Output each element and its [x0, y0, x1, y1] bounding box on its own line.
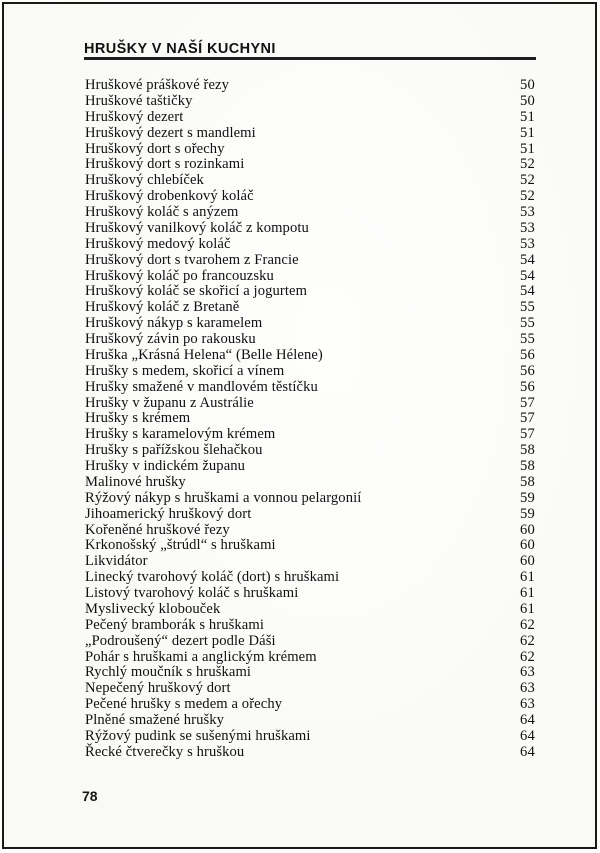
toc-entry-title: Hrušky v indickém županu: [85, 458, 246, 474]
toc-entry: [85, 459, 535, 475]
toc-entry-title: „Podroušený“ dezert podle Dáši: [85, 632, 276, 649]
toc-entry-title: Plněné smažené hrušky: [85, 712, 225, 728]
toc-entry-title: Hrušky v županu z Austrálie: [85, 394, 254, 411]
header-rule: [84, 57, 536, 60]
toc-entry-page: 62: [520, 632, 535, 649]
toc-entry: [85, 475, 535, 491]
toc-entry-page: 60: [520, 553, 535, 570]
toc-entry-title: Hruškový koláč s anýzem: [85, 204, 239, 220]
toc-entry-page: 58: [520, 473, 535, 490]
toc-entry-page: 56: [520, 378, 535, 395]
toc-entry-title: Hrušky smažené v mandlovém těstíčku: [85, 378, 318, 395]
toc-entry-page: 51: [520, 140, 535, 157]
toc-entry-title: Kořeněné hruškové řezy: [85, 521, 230, 538]
toc-entry: [85, 507, 535, 523]
toc-entry-page: 59: [520, 489, 535, 506]
toc-entry: [85, 142, 535, 158]
toc-entry-page: 53: [520, 219, 535, 236]
toc-entry-title: Rychlý moučník s hruškami: [85, 664, 252, 681]
toc-entry-title: Hruškový vanilkový koláč z kompotu: [85, 219, 309, 236]
toc-entry-title: Hruškové taštičky: [85, 92, 193, 109]
toc-entry: [85, 173, 535, 189]
toc-entry-title: Hrušky s krémem: [85, 410, 191, 427]
toc-entry-page: 55: [520, 331, 535, 347]
toc-entry-title: Hrušky s medem, skořicí a vínem: [85, 362, 285, 379]
toc-entry: [85, 205, 535, 221]
toc-entry: [85, 745, 535, 761]
toc-entry-title: Hruškový dezert s mandlemi: [85, 124, 256, 141]
toc-entry-title: Rýžový pudink se sušenými hruškami: [85, 727, 311, 744]
toc-entry-title: Hruškový dort s rozinkami: [85, 156, 245, 173]
toc-entry-title: Řecké čtverečky s hruškou: [85, 743, 245, 760]
toc-entry-title: Hruškový chlebíček: [85, 172, 204, 189]
toc-entry-page: 53: [520, 235, 535, 252]
toc-entry: [85, 618, 535, 634]
toc-entry: [85, 126, 535, 142]
toc-entry: [85, 602, 535, 618]
toc-entry-page: 50: [520, 77, 535, 93]
toc-entry-title: Pečené hrušky s medem a ořechy: [85, 696, 283, 713]
toc-entry-title: Hruškový koláč po francouzsku: [85, 267, 274, 284]
toc-entry-title: Hrušky s karamelovým krémem: [85, 426, 276, 443]
toc-entry: [85, 253, 535, 269]
toc-entry-page: 63: [520, 680, 535, 697]
toc-entry-title: Hruškový dezert: [85, 108, 184, 125]
footer-page-number: 78: [82, 788, 98, 804]
toc-entry: [85, 269, 535, 285]
toc-entry: [85, 157, 535, 173]
toc-entry-title: Rýžový nákyp s hruškami a vonnou pelargonií: [85, 489, 362, 506]
toc-entry-page: 61: [520, 585, 535, 601]
toc-entry: [85, 523, 535, 539]
toc-entry-title: Linecký tvarohový koláč (dort) s hruškami: [85, 569, 340, 586]
toc-entry-page: 61: [520, 569, 535, 586]
toc-entry: [85, 697, 535, 713]
toc-entry-page: 56: [520, 362, 535, 379]
toc-entry: [85, 411, 535, 427]
toc-entry: [85, 221, 535, 237]
toc-entry-page: 52: [520, 156, 535, 173]
toc-entry-title: Hruškový koláč z Bretaně: [85, 299, 240, 316]
toc-entry-page: 57: [520, 410, 535, 427]
toc-entry-page: 59: [520, 505, 535, 522]
toc-entry-page: 62: [520, 648, 535, 665]
toc-entry-page: 62: [520, 616, 535, 633]
toc-entry: [85, 681, 535, 697]
toc-entry-page: 54: [520, 267, 535, 284]
toc-entry: [85, 427, 535, 443]
toc-entry-title: Hruškový koláč se skořicí a jogurtem: [85, 283, 308, 300]
toc-entry-page: 52: [520, 188, 535, 205]
toc-entry-title: Pečený bramborák s hruškami: [85, 616, 264, 633]
toc-entry-page: 58: [520, 442, 535, 459]
toc-entry: [85, 110, 535, 126]
toc-entry: [85, 300, 535, 316]
toc-entry-title: Hruškový drobenkový koláč: [85, 188, 254, 205]
toc-entry-page: 55: [520, 315, 535, 332]
toc-entry-title: Myslivecký klobouček: [85, 600, 221, 617]
toc-entry-title: Hrušky s pařížskou šlehačkou: [85, 442, 263, 459]
toc-entry: [85, 380, 535, 396]
toc-entry: [85, 570, 535, 586]
toc-entry-page: 57: [520, 426, 535, 443]
toc-entry-page: 51: [520, 124, 535, 141]
toc-entry: [85, 396, 535, 412]
toc-entry-page: 58: [520, 458, 535, 474]
toc-entry: [85, 443, 535, 459]
toc-entry-title: Malinové hrušky: [85, 473, 186, 490]
toc-entry-page: 56: [520, 346, 535, 363]
toc-entry-title: Hruška „Krásná Helena“ (Belle Hélene): [85, 346, 323, 363]
toc-entry-page: 51: [520, 108, 535, 125]
toc-entry-page: 52: [520, 172, 535, 189]
toc-entry: [85, 237, 535, 253]
toc-entry-page: 50: [520, 92, 535, 109]
toc-entry-page: 64: [520, 743, 535, 760]
toc-entry: [85, 538, 535, 554]
toc-entry-title: Pohár s hruškami a anglickým krémem: [85, 648, 317, 665]
toc-entry: [85, 348, 535, 364]
toc-entry-page: 61: [520, 600, 535, 617]
toc-entry: [85, 713, 535, 729]
toc-entry-title: Hruškový dort s ořechy: [85, 140, 225, 157]
toc-entry: [85, 729, 535, 745]
toc-entry: [85, 364, 535, 380]
toc-entry-title: Likvidátor: [85, 553, 148, 570]
toc-entry: [85, 665, 535, 681]
toc-entry-page: 63: [520, 696, 535, 713]
toc-entry-title: Krkonošský „štrúdl“ s hruškami: [85, 537, 276, 554]
chapter-header-title: HRUŠKY V NAŠÍ KUCHYNI: [84, 41, 276, 57]
toc-entry-title: Hruškový dort s tvarohem z Francie: [85, 251, 299, 268]
toc-entry: [85, 586, 535, 602]
toc-entry-page: 53: [520, 204, 535, 220]
toc-entry-title: Listový tvarohový koláč s hruškami: [85, 585, 299, 601]
toc-entry: [85, 650, 535, 666]
toc-entry-title: Hruškový medový koláč: [85, 235, 231, 252]
toc-entry: [85, 189, 535, 205]
toc-entry: [85, 491, 535, 507]
toc-entry-page: 63: [520, 664, 535, 681]
toc-entry-title: Nepečený hruškový dort: [85, 680, 231, 697]
toc-entry-title: Hruškový nákyp s karamelem: [85, 315, 263, 332]
toc-entry-title: Jihoamerický hruškový dort: [85, 505, 252, 522]
toc-entry: [85, 78, 535, 94]
toc-entry: [85, 554, 535, 570]
toc-list: [85, 78, 535, 761]
toc-entry-page: 54: [520, 283, 535, 300]
toc-entry-page: 60: [520, 537, 535, 554]
toc-entry-title: Hruškový závin po rakousku: [85, 331, 256, 347]
toc-entry-page: 55: [520, 299, 535, 316]
toc-entry: [85, 316, 535, 332]
toc-entry-page: 60: [520, 521, 535, 538]
toc-entry: [85, 332, 535, 348]
toc-entry-page: 64: [520, 712, 535, 728]
toc-entry-title: Hruškové práškové řezy: [85, 77, 230, 93]
toc-entry-page: 57: [520, 394, 535, 411]
toc-entry: [85, 284, 535, 300]
toc-entry-page: 64: [520, 727, 535, 744]
toc-entry: [85, 94, 535, 110]
toc-entry: [85, 634, 535, 650]
toc-entry-page: 54: [520, 251, 535, 268]
